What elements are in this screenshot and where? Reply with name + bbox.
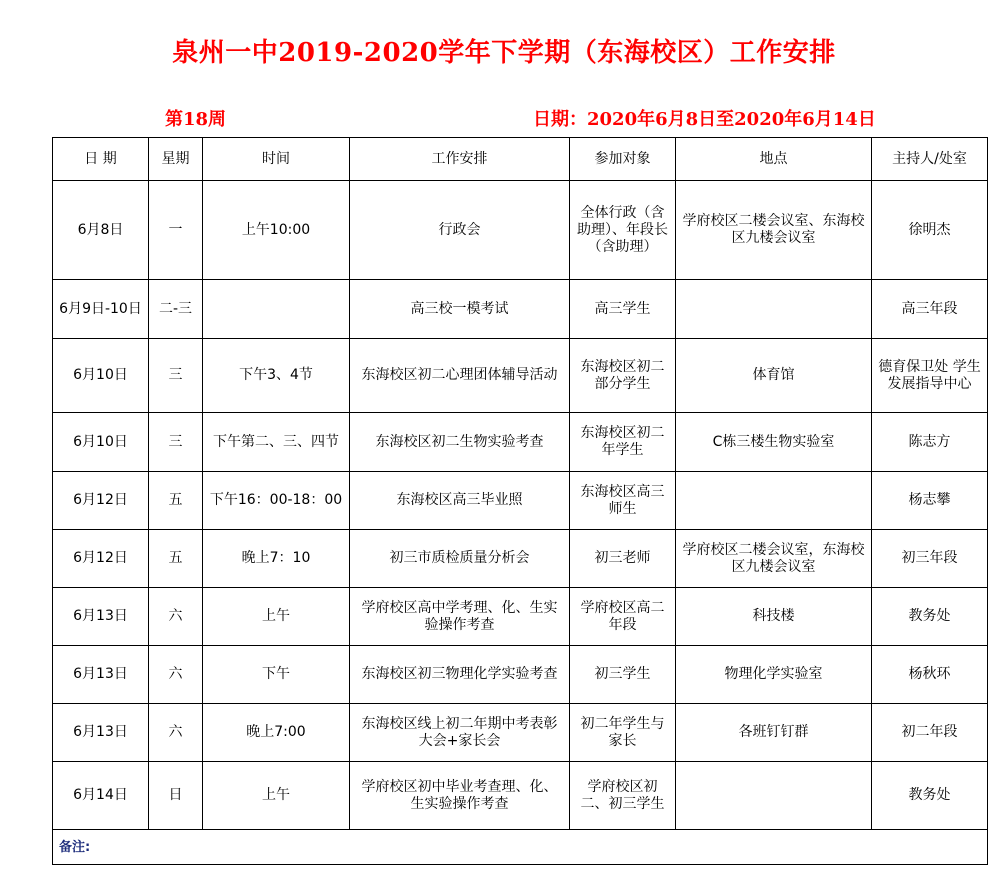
cell-weekday: 一 xyxy=(149,181,203,280)
cell-time: 晚上7：10 xyxy=(203,530,350,588)
cell-time xyxy=(203,280,350,339)
cell-host: 徐明杰 xyxy=(872,181,988,280)
table-row xyxy=(53,762,988,830)
table-row xyxy=(53,280,988,339)
cell-attendees: 初二年学生与家长 xyxy=(570,704,676,762)
cell-host: 初二年段 xyxy=(872,704,988,762)
cell-attendees: 东海校区初二年学生 xyxy=(570,413,676,472)
column-header-date: 日 期 xyxy=(53,138,149,181)
column-header-time: 时间 xyxy=(203,138,350,181)
cell-host: 杨志攀 xyxy=(872,472,988,530)
cell-weekday: 二-三 xyxy=(149,280,203,339)
cell-attendees: 高三学生 xyxy=(570,280,676,339)
cell-weekday: 日 xyxy=(149,762,203,830)
cell-location: 学府校区二楼会议室、东海校区九楼会议室 xyxy=(676,181,872,280)
cell-weekday: 六 xyxy=(149,704,203,762)
cell-location: 物理化学实验室 xyxy=(676,646,872,704)
cell-time: 晚上7:00 xyxy=(203,704,350,762)
cell-time: 下午第二、三、四节 xyxy=(203,413,350,472)
table-row xyxy=(53,181,988,280)
cell-attendees: 学府校区高二年段 xyxy=(570,588,676,646)
cell-location: C栋三楼生物实验室 xyxy=(676,413,872,472)
cell-task: 学府校区初中毕业考查理、化、生实验操作考查 xyxy=(350,762,570,830)
column-header-location: 地点 xyxy=(676,138,872,181)
cell-task: 东海校区初三物理化学实验考查 xyxy=(350,646,570,704)
date-range-label: 日期：2020年6月8日至2020年6月14日 xyxy=(533,109,876,130)
notes-row xyxy=(53,830,988,865)
cell-time: 下午3、4节 xyxy=(203,339,350,413)
table-row xyxy=(53,530,988,588)
table-row xyxy=(53,704,988,762)
cell-attendees: 初三老师 xyxy=(570,530,676,588)
week-label: 第18周 xyxy=(165,109,227,130)
cell-weekday: 五 xyxy=(149,530,203,588)
cell-date: 6月14日 xyxy=(53,762,149,830)
cell-time: 上午 xyxy=(203,588,350,646)
table-row xyxy=(53,472,988,530)
cell-attendees: 学府校区初二、初三学生 xyxy=(570,762,676,830)
cell-location xyxy=(676,280,872,339)
cell-location: 各班钉钉群 xyxy=(676,704,872,762)
cell-location xyxy=(676,472,872,530)
notes-label: 备注: xyxy=(53,830,988,865)
cell-task: 高三校一模考试 xyxy=(350,280,570,339)
cell-weekday: 三 xyxy=(149,339,203,413)
table-row xyxy=(53,588,988,646)
column-header-task: 工作安排 xyxy=(350,138,570,181)
cell-location: 学府校区二楼会议室，东海校区九楼会议室 xyxy=(676,530,872,588)
cell-date: 6月8日 xyxy=(53,181,149,280)
cell-date: 6月9日-10日 xyxy=(53,280,149,339)
cell-host: 杨秋环 xyxy=(872,646,988,704)
cell-date: 6月13日 xyxy=(53,704,149,762)
cell-host: 教务处 xyxy=(872,762,988,830)
cell-weekday: 三 xyxy=(149,413,203,472)
cell-weekday: 五 xyxy=(149,472,203,530)
cell-date: 6月13日 xyxy=(53,646,149,704)
cell-time: 下午16：00-18：00 xyxy=(203,472,350,530)
column-header-host: 主持人/处室 xyxy=(872,138,988,181)
column-header-weekday: 星期 xyxy=(149,138,203,181)
table-header-row xyxy=(53,138,988,181)
cell-host: 高三年段 xyxy=(872,280,988,339)
cell-date: 6月12日 xyxy=(53,472,149,530)
column-header-attendees: 参加对象 xyxy=(570,138,676,181)
cell-host: 教务处 xyxy=(872,588,988,646)
cell-time: 上午 xyxy=(203,762,350,830)
cell-weekday: 六 xyxy=(149,588,203,646)
cell-attendees: 初三学生 xyxy=(570,646,676,704)
cell-task: 东海校区线上初二年期中考表彰大会+家长会 xyxy=(350,704,570,762)
table-row xyxy=(53,413,988,472)
cell-attendees: 全体行政（含助理）、年段长（含助理） xyxy=(570,181,676,280)
table-row xyxy=(53,646,988,704)
cell-task: 学府校区高中学考理、化、生实验操作考查 xyxy=(350,588,570,646)
cell-task: 初三市质检质量分析会 xyxy=(350,530,570,588)
cell-task: 东海校区高三毕业照 xyxy=(350,472,570,530)
cell-attendees: 东海校区初二部分学生 xyxy=(570,339,676,413)
cell-location: 科技楼 xyxy=(676,588,872,646)
cell-date: 6月10日 xyxy=(53,339,149,413)
page-title: 泉州一中2019-2020学年下学期（东海校区）工作安排 xyxy=(172,38,836,68)
cell-date: 6月10日 xyxy=(53,413,149,472)
schedule-table xyxy=(52,137,988,865)
cell-attendees: 东海校区高三师生 xyxy=(570,472,676,530)
cell-task: 东海校区初二生物实验考查 xyxy=(350,413,570,472)
cell-time: 上午10:00 xyxy=(203,181,350,280)
cell-date: 6月12日 xyxy=(53,530,149,588)
cell-task: 行政会 xyxy=(350,181,570,280)
cell-task: 东海校区初二心理团体辅导活动 xyxy=(350,339,570,413)
cell-date: 6月13日 xyxy=(53,588,149,646)
cell-weekday: 六 xyxy=(149,646,203,704)
cell-location xyxy=(676,762,872,830)
cell-host: 德育保卫处 学生发展指导中心 xyxy=(872,339,988,413)
cell-host: 初三年段 xyxy=(872,530,988,588)
cell-time: 下午 xyxy=(203,646,350,704)
cell-host: 陈志方 xyxy=(872,413,988,472)
cell-location: 体育馆 xyxy=(676,339,872,413)
table-row xyxy=(53,339,988,413)
